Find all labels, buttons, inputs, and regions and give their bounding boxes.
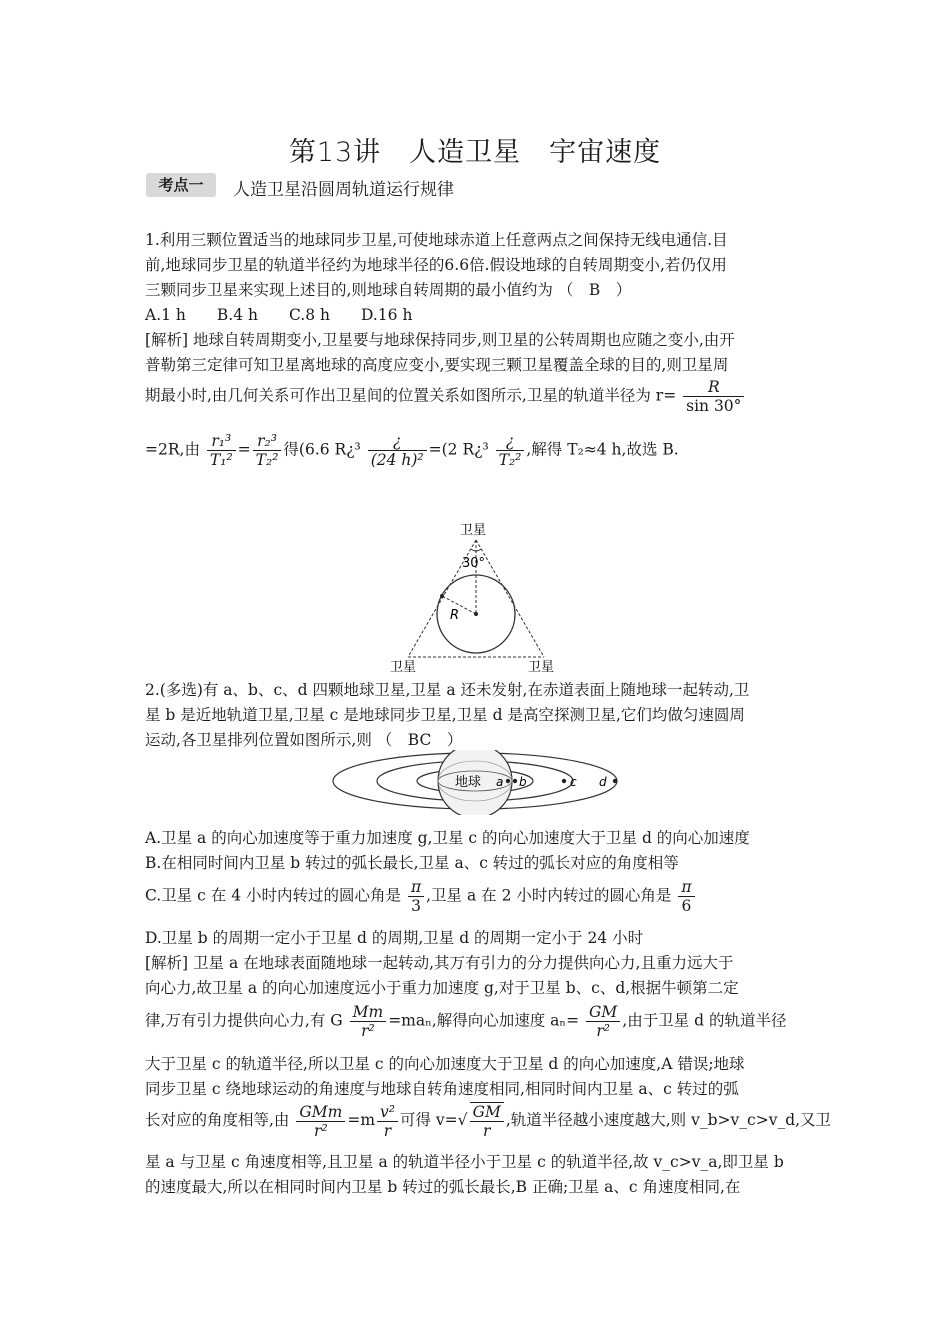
triangle-edge-right <box>476 540 544 657</box>
section-title: 人造卫星沿圆周轨道运行规律 <box>233 180 454 200</box>
q1-line-1: 1.利用三颗位置适当的地球同步卫星,可使地球赤道上任意两点之间保持无线电通信.目 <box>145 231 728 249</box>
fraction-denominator: T₂² <box>498 451 522 469</box>
fraction-denominator: r² <box>361 1022 375 1040</box>
q2-option-d: D.卫星 b 的周期一定小于卫星 d 的周期,卫星 d 的周期一定小于 24 小时 <box>145 929 644 947</box>
fraction-pi-3 <box>408 878 424 915</box>
q1-explain-3 <box>145 378 810 415</box>
fraction-numerator: π <box>410 878 422 896</box>
q1-explain-4-text-d: ,解得 T₂≈4 h,故选 B. <box>526 440 679 459</box>
equals-sign: = <box>237 440 251 459</box>
q2-explain-2: 向心力,故卫星 a 的向心加速度远小于重力加速度 g,对于卫星 b、c、d,根据牛顿第二定 <box>145 979 739 997</box>
q2-option-a: A.卫星 a 的向心加速度等于重力加速度 g,卫星 c 的向心加速度大于卫星 d 的向心加速度 <box>145 829 750 847</box>
earth-label: 地球 <box>455 775 482 790</box>
q2-explain-1: [解析] 卫星 a 在地球表面随地球一起转动,其万有引力的分力提供向心力,且重力远大于 <box>145 954 734 972</box>
earth-center-dot <box>474 612 478 616</box>
fraction-denominator: 3 <box>408 896 424 915</box>
label-d: d <box>599 775 607 789</box>
fraction-T2 <box>496 432 525 469</box>
fraction-numerator: GM <box>586 1003 620 1022</box>
satellite-a-dot <box>506 779 510 783</box>
fraction-numerator: R <box>683 378 744 397</box>
q2-explain-3-text-a: 律,万有引力提供向心力,有 G <box>145 1011 343 1030</box>
fraction-denominator: T₂² <box>255 451 279 469</box>
satellite-label-right: 卫星 <box>528 660 555 675</box>
q2-explain-6-text-b: 可得 v=√ <box>400 1111 468 1129</box>
q2-line-3: 运动,各卫星排列位置如图所示,则 （ BC ） <box>145 731 463 749</box>
fraction-denominator: T₁² <box>209 451 233 469</box>
satellite-label-top: 卫星 <box>460 523 487 538</box>
fraction-r1-T1 <box>207 432 236 469</box>
satellite-d-dot <box>613 779 617 783</box>
satellite-label-left: 卫星 <box>390 660 417 675</box>
fraction-GMm-r2 <box>296 1103 345 1140</box>
q2-explain-6-text-a: 长对应的角度相等,由 <box>145 1111 290 1129</box>
q2-explain-3-text-b: =maₙ,解得向心加速度 aₙ= <box>388 1011 580 1030</box>
tangent-point-dot <box>440 594 444 598</box>
fraction-Mm-r2 <box>350 1003 387 1040</box>
option-c-text-a: C.卫星 c 在 4 小时内转过的圆心角是 <box>145 886 401 905</box>
section-badge: 考点一 <box>146 173 216 197</box>
fraction-denominator: (24 h)² <box>370 451 424 469</box>
q1-line-2: 前,地球同步卫星的轨道半径约为地球半径的6.6倍.假设地球的自转周期变小,若仍仅用 <box>145 256 727 274</box>
fraction-numerator: ¿ <box>368 432 427 451</box>
q2-line-1: 2.(多选)有 a、b、c、d 四颗地球卫星,卫星 a 还未发射,在赤道表面上随地球一起转动,卫 <box>145 681 750 699</box>
fraction-numerator: r₁³ <box>207 432 236 451</box>
fraction-numerator: π <box>681 878 692 896</box>
q2-explain-7: 星 a 与卫星 c 角速度相等,且卫星 a 的轨道半径小于卫星 c 的轨道半径,故 v_c>v_a,即卫星 b <box>145 1153 784 1171</box>
fraction-24h <box>368 432 427 469</box>
fraction-denominator: r <box>482 1122 491 1140</box>
option-c-text-b: ,卫星 a 在 2 小时内转过的圆心角是 <box>426 886 672 905</box>
angle-label: 30° <box>462 556 486 571</box>
q1-explain-4 <box>145 432 810 469</box>
fraction-numerator: Mm <box>350 1003 387 1022</box>
fraction-GM-r2 <box>586 1003 620 1040</box>
equals-m: =m <box>347 1111 376 1129</box>
q1-explain-4-text-b: 得(6.6 R¿³ <box>283 440 361 459</box>
q2-explain-3-text-c: ,由于卫星 d 的轨道半径 <box>622 1011 787 1030</box>
fraction-numerator: v² <box>377 1103 398 1122</box>
label-c: c <box>570 775 577 789</box>
q2-explain-6-text-c: ,轨道半径越小速度越大,则 v_b>v_c>v_d,又卫 <box>505 1111 832 1129</box>
q2-explain-6 <box>145 1102 832 1140</box>
q1-line-3: 三颗同步卫星来实现上述目的,则地球自转周期的最小值约为 （ B ） <box>145 281 632 299</box>
fraction-denominator: r <box>383 1121 392 1140</box>
q2-line-2: 星 b 是近地轨道卫星,卫星 c 是地球同步卫星,卫星 d 是高空探测卫星,它们均做匀速圆周 <box>145 706 745 724</box>
fraction-r-over-sin30 <box>683 378 744 415</box>
q2-explain-3 <box>145 1003 810 1040</box>
q2-explain-8: 的速度最大,所以在相同时间内卫星 b 转过的弧长最长,B 正确;卫星 a、c 角速度相同,在 <box>145 1178 741 1196</box>
satellite-b-dot <box>513 779 517 783</box>
fraction-denominator: r² <box>596 1022 610 1040</box>
q1-explain-4-text-c: =(2 R¿³ <box>428 440 489 459</box>
fraction-numerator: r₂³ <box>253 432 282 451</box>
q2-explain-4: 大于卫星 c 的轨道半径,所以卫星 c 的向心加速度大于卫星 d 的向心加速度,A 错误;地球 <box>145 1055 745 1073</box>
fraction-v2-r <box>377 1103 398 1140</box>
label-b: b <box>519 775 527 789</box>
fraction-denominator: r² <box>314 1121 328 1140</box>
q1-explain-2: 普勒第三定律可知卫星离地球的高度应变小,要实现三颗卫星覆盖全球的目的,则卫星周 <box>145 356 729 374</box>
q1-options: A.1 h B.4 h C.8 h D.16 h <box>145 306 413 324</box>
q2-option-c <box>145 878 810 915</box>
q2-option-b: B.在相同时间内卫星 b 转过的弧长最长,卫星 a、c 转过的弧长对应的角度相等 <box>145 854 679 872</box>
fraction-numerator: GM <box>470 1103 504 1122</box>
fraction-GM-r <box>470 1102 504 1140</box>
orbit-figure <box>330 750 620 815</box>
q1-explain-4-text-a: =2R,由 <box>145 440 200 459</box>
fraction-denominator: 6 <box>678 896 694 915</box>
fraction-numerator: GMm <box>296 1103 345 1122</box>
satellite-triangle-figure <box>380 515 580 677</box>
fraction-denominator: sin 30° <box>686 397 742 415</box>
q2-explain-5: 同步卫星 c 绕地球运动的角速度与地球自转角速度相同,相同时间内卫星 a、c 转过的弧 <box>145 1080 739 1098</box>
radius-label: R <box>450 608 460 623</box>
q1-explain-1: [解析] 地球自转周期变小,卫星要与地球保持同步,则卫星的公转周期也应随之变小,由开 <box>145 331 735 349</box>
fraction-numerator: ¿ <box>496 432 525 451</box>
q1-explain-3-text: 期最小时,由几何关系可作出卫星间的位置关系如图所示,卫星的轨道半径为 r= <box>145 386 677 405</box>
page-title: 第13讲 人造卫星 宇宙速度 <box>288 137 662 168</box>
label-a: a <box>496 775 504 789</box>
fraction-r2-T2 <box>253 432 282 469</box>
fraction-pi-6 <box>678 878 694 915</box>
satellite-c-dot <box>562 779 566 783</box>
